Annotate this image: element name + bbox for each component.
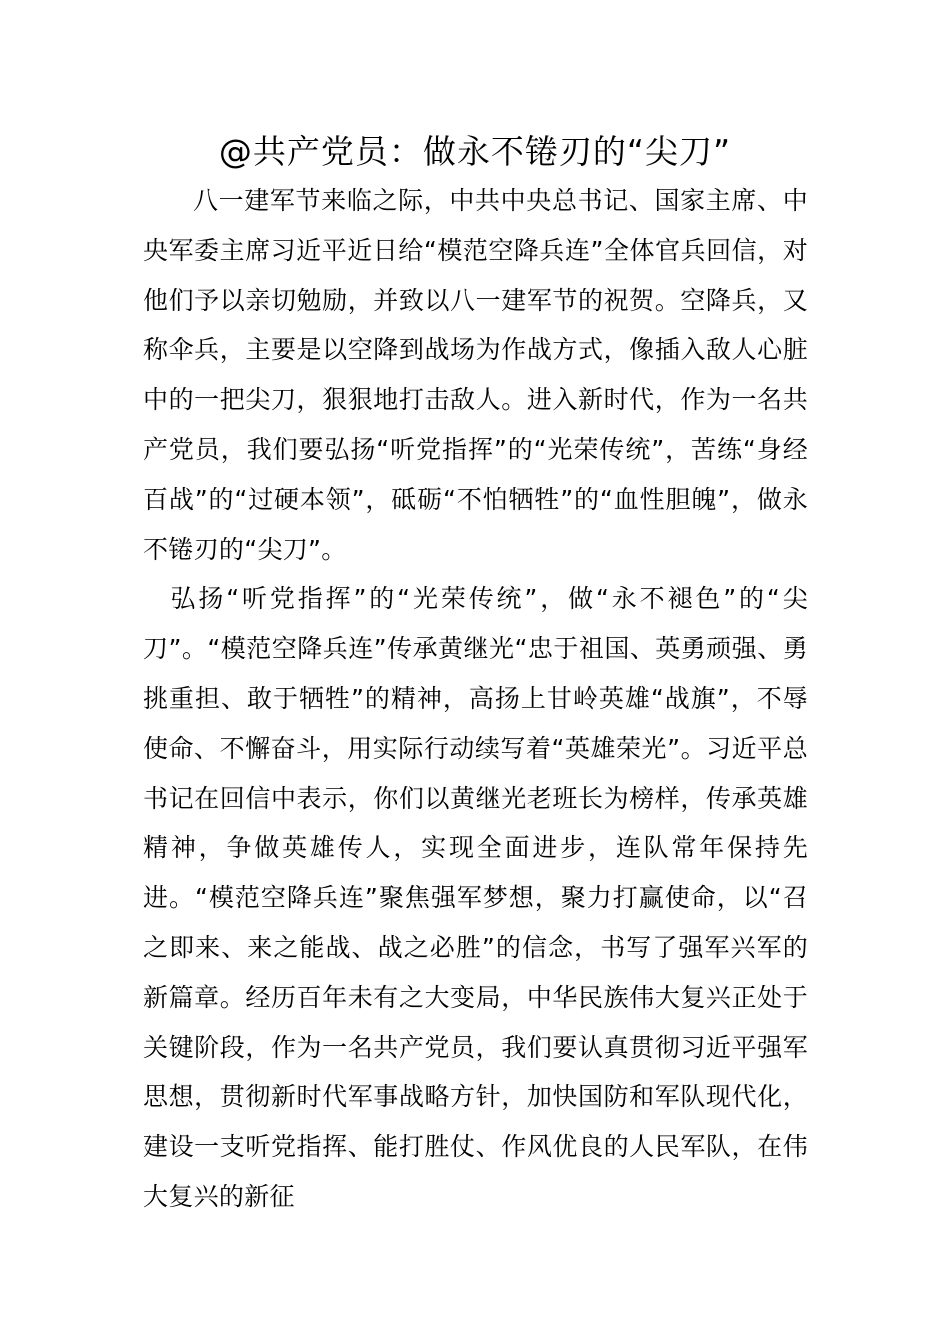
document-title: @共产党员：做永不锩刃的“尖刀” [218,132,732,171]
paragraph-2: 弘扬“听党指挥”的“光荣传统”，做“永不褪色”的“尖刀”。“模范空降兵连”传承黄继光“忠于祖国、英勇顽强、勇挑重担、敢于牺牲”的精神，高扬上甘岭英雄“战旗”，不辱使命、不懈奋斗，用实际行动续写着“英雄荣光”。习近平总书记在回信中表示，你们以黄继光老班长为榜样，传承英雄精神，争做英雄传人，实现全面进步，连队常年保持先进。“模范空降兵连”聚焦强军梦想，聚力打赢使命，以“召之即来、来之能战、战之必胜”的信念，书写了强军兴军的新篇章。经历百年未有之大变局，中华民族伟大复兴正处于关键阶段，作为一名共产党员，我们要认真贯彻习近平强军思想，贯彻新时代军事战略方针，加快国防和军队现代化，建设一支听党指挥、能打胜仗、作风优良的人民军队，在伟大复兴的新征 [143,584,808,1211]
paragraph-1: 八一建军节来临之际，中共中央总书记、国家主席、中央军委主席习近平近日给“模范空降兵连”全体官兵回信，对他们予以亲切勉励，并致以八一建军节的祝贺。空降兵，又称伞兵，主要是以空降到战场为作战方式，像插入敌人心脏中的一把尖刀，狠狠地打击敌人。进入新时代，作为一名共产党员，我们要弘扬“听党指挥”的“光荣传统”，苦练“身经百战”的“过硬本领”，砥砺“不怕牺牲”的“血性胆魄”，做永不锩刃的“尖刀”。 [143,186,808,564]
document-body [143,176,808,1222]
